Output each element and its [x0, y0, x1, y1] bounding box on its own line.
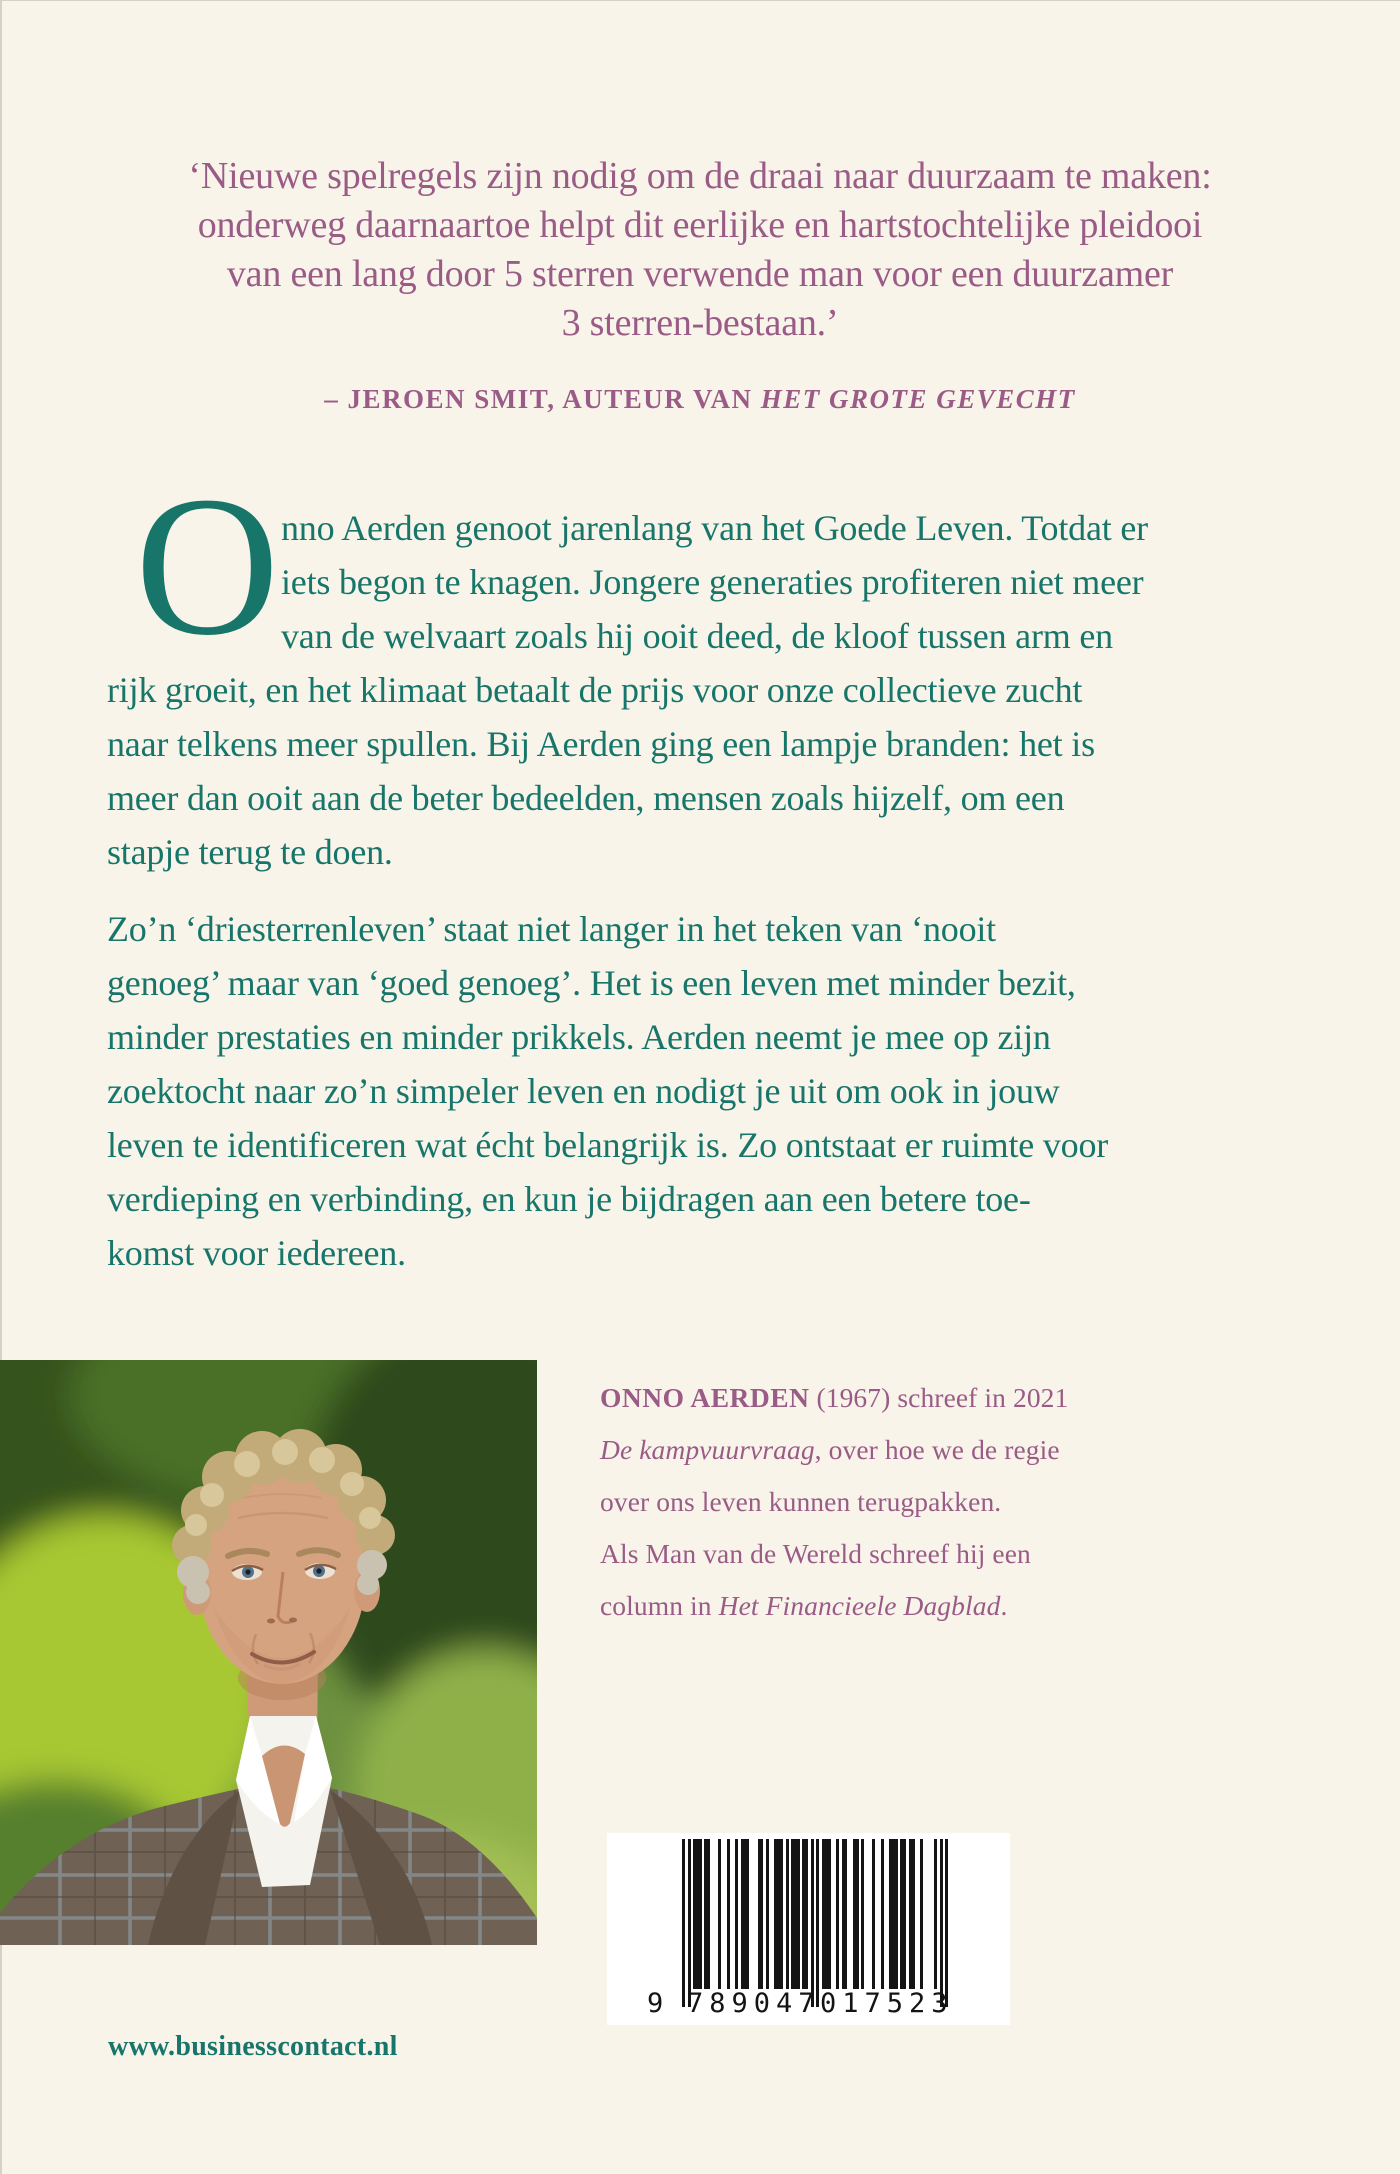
body-line: verdieping en verbinding, en kun je bijdragen aan een betere toe-	[107, 1179, 1031, 1219]
barcode-number-first: 9	[647, 1988, 664, 2019]
body-line: Zo’n ‘driesterrenleven’ staat niet langer in het teken van ‘nooit	[107, 909, 996, 949]
quote-line: van een lang door 5 sterren verwende man voor een duurzamer	[226, 253, 1174, 295]
author-name: ONNO AERDEN	[600, 1382, 810, 1413]
quote-line: ‘Nieuwe spelregels zijn nodig om de draai naar duurzaam te maken:	[188, 155, 1212, 197]
body-line: naar telkens meer spullen. Bij Aerden ging een lampje branden: het is	[107, 724, 1095, 764]
bio-line: ONNO AERDEN (1967) schreef in 2021	[600, 1382, 1069, 1413]
body-line: genoeg’ maar van ‘goed genoeg’. Het is een leven met minder bezit,	[107, 963, 1076, 1003]
body-line: leven te identificeren wat écht belangrijk is. Zo ontstaat er ruimte voor	[107, 1125, 1109, 1165]
bio-line: over ons leven kunnen terugpakken.	[600, 1486, 1002, 1517]
quote-line: onderweg daarnaartoe helpt dit eerlijke en hartstochtelijke pleidooi	[197, 204, 1203, 246]
body-line: van de welvaart zoals hij ooit deed, de kloof tussen arm en	[281, 616, 1113, 656]
attribution-author: – JEROEN SMIT, AUTEUR VAN	[324, 384, 761, 414]
body-line: komst voor iedereen.	[107, 1233, 406, 1273]
quote-attribution	[0, 384, 1400, 414]
bio-line: De kampvuurvraag, over hoe we de regie	[600, 1434, 1060, 1465]
body-line: stapje terug te doen.	[107, 832, 393, 872]
newspaper-title: Het Financieele Dagblad	[718, 1590, 1001, 1621]
body-line: iets begon te knagen. Jongere generaties profiteren niet meer	[281, 562, 1144, 602]
barcode-number-left: 789047	[687, 1988, 821, 2019]
barcode	[607, 1833, 1010, 2025]
author-photo	[0, 1360, 537, 1945]
body-line: rijk groeit, en het klimaat betaalt de prijs voor onze collectieve zucht	[107, 670, 1083, 710]
bio-line: Als Man van de Wereld schreef hij een	[600, 1538, 1031, 1569]
body-line: zoektocht naar zo’n simpeler leven en nodigt je uit om ook in jouw	[107, 1071, 1060, 1111]
previous-book-title: De kampvuurvraag	[600, 1434, 815, 1465]
body-line: meer dan ooit aan de beter bedeelden, mensen zoals hijzelf, om een	[107, 778, 1065, 818]
body-line: nno Aerden genoot jarenlang van het Goede Leven. Totdat er	[281, 508, 1148, 548]
barcode-bars	[682, 1839, 948, 2007]
drop-cap-letter: O	[135, 456, 280, 677]
synopsis-paragraph-1	[107, 456, 1297, 879]
author-bio	[600, 1372, 1120, 1632]
quote-line: 3 sterren-bestaan.’	[561, 302, 839, 344]
body-line: minder prestaties en minder prikkels. Aerden neemt je mee op zijn	[107, 1017, 1051, 1057]
endorsement-quote	[0, 152, 1400, 348]
barcode-number-right: 017523	[820, 1988, 954, 2019]
website-link[interactable]: www.businesscontact.nl	[108, 2031, 398, 2062]
drop-cap	[107, 456, 281, 677]
synopsis-paragraph-2	[107, 902, 1297, 1280]
attribution-work-title: HET GROTE GEVECHT	[760, 384, 1076, 414]
bio-line: column in Het Financieele Dagblad.	[600, 1590, 1008, 1621]
